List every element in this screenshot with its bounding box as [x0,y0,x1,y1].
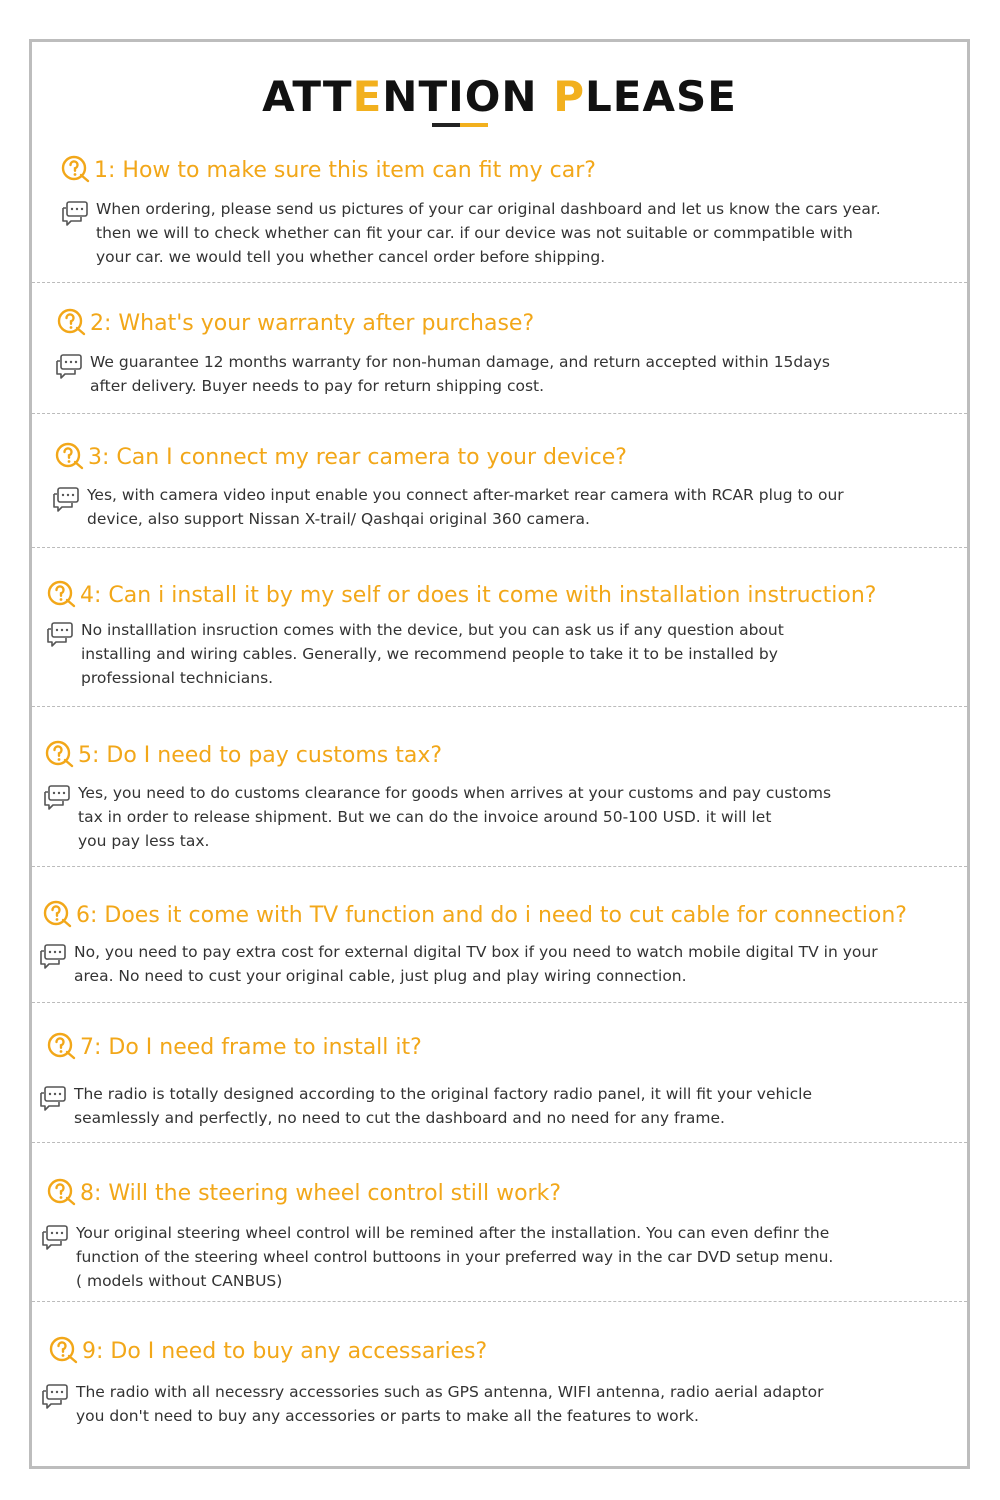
faq-answer-text [96,197,881,269]
answer-line: tax in order to release shipment. But we can do the invoice around 50-100 USD. it will let [78,808,772,826]
faq-answer-1 [60,197,881,269]
section-divider [32,547,967,548]
attention-panel [29,39,970,1469]
title-part-5: LEASE [585,72,737,121]
faq-question-4 [46,578,876,612]
question-bubble-icon [44,739,76,771]
faq-question-5 [44,738,442,772]
answer-line: Yes, with camera video input enable you connect after-market rear camera with RCAR plug to our [87,486,844,504]
faq-answer-text [76,1380,823,1428]
title-underline-gold [460,123,488,127]
chat-bubble-icon [54,352,84,382]
title-underline-dark [432,123,460,127]
faq-question-text: 9: Do I need to buy any accessaries? [82,1338,488,1364]
question-bubble-icon [42,899,74,931]
faq-answer-text [74,1082,812,1130]
faq-answer-text [78,781,831,853]
faq-answer-text [76,1221,833,1293]
faq-question-text: 2: What's your warranty after purchase? [90,310,535,336]
faq-answer-text [81,618,784,690]
title-underline [432,123,488,127]
chat-bubble-icon [38,942,68,972]
title-part-4: P [553,72,585,121]
faq-answer-6 [38,940,878,988]
title-part-1: ATT [262,72,353,121]
faq-question-2 [56,306,534,340]
answer-line: function of the steering wheel control buttoons in your preferred way in the car DVD setup menu. [76,1248,834,1266]
answer-line: Yes, you need to do customs clearance for goods when arrives at your customs and pay customs [78,784,832,802]
answer-line: When ordering, please send us pictures of your car original dashboard and let us know the cars year. [96,200,881,218]
faq-answer-text [87,483,844,531]
chat-bubble-icon [51,485,81,515]
faq-question-text: 8: Will the steering wheel control still work? [80,1180,562,1206]
answer-line: after delivery. Buyer needs to pay for return shipping cost. [90,377,545,395]
faq-question-text: 7: Do I need frame to install it? [80,1034,422,1060]
chat-bubble-icon [42,783,72,813]
answer-line: We guarantee 12 months warranty for non-human damage, and return accepted within 15days [90,353,830,371]
chat-bubble-icon [40,1223,70,1253]
question-bubble-icon [60,154,92,186]
chat-bubble-icon [60,199,90,229]
faq-question-8 [46,1176,561,1210]
faq-question-text: 5: Do I need to pay customs tax? [78,742,443,768]
title-part-3: NTION [382,72,554,121]
answer-line: professional technicians. [81,669,274,687]
faq-answer-text [74,940,878,988]
answer-line: installing and wiring cables. Generally, we recommend people to take it to be installed by [81,645,778,663]
section-divider [32,1301,967,1302]
answer-line: area. No need to cust your original cable, just plug and play wiring connection. [74,967,687,985]
faq-answer-9 [40,1380,823,1428]
faq-question-9 [48,1334,487,1368]
answer-line: The radio is totally designed according to the original factory radio panel, it will fit your vehicle [74,1085,813,1103]
question-bubble-icon [56,307,88,339]
answer-line: ( models without CANBUS) [76,1272,283,1290]
faq-question-7 [46,1030,422,1064]
faq-question-6 [42,898,907,932]
section-divider [32,866,967,867]
faq-answer-8 [40,1221,833,1293]
answer-line: No, you need to pay extra cost for external digital TV box if you need to watch mobile digital TV in your [74,943,878,961]
answer-line: seamlessly and perfectly, no need to cut the dashboard and no need for any frame. [74,1109,725,1127]
faq-answer-5 [42,781,831,853]
page-title [32,72,967,121]
answer-line: you pay less tax. [78,832,210,850]
answer-line: No installlation insruction comes with the device, but you can ask us if any question about [81,621,784,639]
question-bubble-icon [46,579,78,611]
faq-question-text: 1: How to make sure this item can fit my car? [94,157,596,183]
chat-bubble-icon [40,1382,70,1412]
question-bubble-icon [46,1177,78,1209]
question-bubble-icon [46,1031,78,1063]
answer-line: device, also support Nissan X-trail/ Qashqai original 360 camera. [87,510,590,528]
faq-question-3 [54,440,627,474]
answer-line: Your original steering wheel control will be remined after the installation. You can even definr the [76,1224,830,1242]
faq-question-text: 3: Can I connect my rear camera to your device? [88,444,627,470]
faq-question-1 [60,153,596,187]
section-divider [32,1142,967,1143]
faq-answer-text [90,350,830,398]
faq-answer-3 [51,483,844,531]
question-bubble-icon [54,441,86,473]
question-bubble-icon [48,1335,80,1367]
faq-answer-2 [54,350,830,398]
faq-question-text: 4: Can i install it by my self or does it come with installation instruction? [80,582,877,608]
answer-line: The radio with all necessry accessories such as GPS antenna, WIFI antenna, radio aerial adaptor [76,1383,824,1401]
section-divider [32,413,967,414]
chat-bubble-icon [38,1084,68,1114]
answer-line: then we will to check whether can fit your car. if our device was not suitable or commpatible with [96,224,853,242]
section-divider [32,1002,967,1003]
faq-question-text: 6: Does it come with TV function and do i need to cut cable for connection? [76,902,907,928]
section-divider [32,282,967,283]
answer-line: you don't need to buy any accessories or parts to make all the features to work. [76,1407,699,1425]
section-divider [32,706,967,707]
faq-answer-7 [38,1082,812,1130]
answer-line: your car. we would tell you whether cancel order before shipping. [96,248,606,266]
chat-bubble-icon [45,620,75,650]
title-part-2: E [352,72,383,121]
faq-answer-4 [45,618,784,690]
